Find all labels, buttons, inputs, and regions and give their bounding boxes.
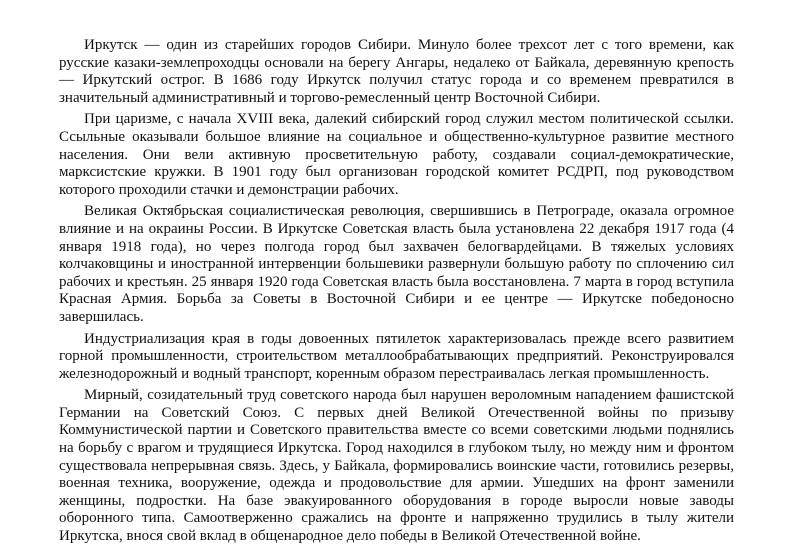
paragraph-3-revolution: Великая Октябрьская социалистическая революция, свершившись в Петрограде, оказала огромное влияние и на окраины России. В Иркутске Советская власть была установлена 22 декабря 1917 года (4 января 1918 года), но через полгода город был захвачен белогвардейцами. В тяжелых условиях колчаковщины и иностранной интервенции большевики развернули большую работу по сплочению сил рабочих и крестьян. 25 января 1920 года Советская власть была восстановлена. 7 марта в город вступила Красная Армия. Борьба за Советы в Восточной Сибири и ее центре — Иркутске победоносно завершилась. — [59, 203, 734, 325]
paragraph-5-war: Мирный, созидательный труд советского народа был нарушен вероломным нападением фашистской Германии на Советский Союз. С первых дней Великой Отечественной войны по призыву Коммунистической партии и Советского правительства вместе со всеми советскими людьми поднялись на борьбу с врагом и трудящиеся Иркутска. Город находился в глубоком тылу, но между ним и фронтом существовала непрерывная связь. Здесь, у Байкала, формировались воинские части, готовились резервы, военная техника, вооружение, одежда и продовольствие для армии. Ушедших на фронт заменили женщины, подростки. На базе эвакуированного оборудования в городе выросли новые заводы оборонного типа. Самоотверженно сражались на фронте и напряженно трудились в тылу жители Иркутска, внося свой вклад в общенародное дело победы в Великой Отечественной войне. — [59, 387, 734, 545]
paragraph-4-industrialization: Индустриализация края в годы довоенных пятилеток характеризовалась прежде всего развитием горной промышленности, строительством металлообрабатывающих предприятий. Реконструировался железнодорожный и водный транспорт, коренным образом перестраивалась легкая промышленность. — [59, 330, 734, 382]
document-page — [59, 37, 734, 550]
paragraph-1-founding: Иркутск — один из старейших городов Сибири. Минуло более трехсот лет с того времени, как русские казаки-землепроходцы основали на берегу Ангары, недалеко от Байкала, деревянную крепость — Иркутский острог. В 1686 году Иркутск получил статус города и со временем превратился в значительный административный и торгово-ремесленный центр Восточной Сибири. — [59, 37, 734, 106]
paragraph-2-exile: При царизме, с начала XVIII века, далекий сибирский город служил местом политической ссылки. Ссыльные оказывали большое влияние на социальное и общественно-культурное развитие местного населения. Они вели активную просветительную работу, создавали социал-демократические, марксистские кружки. В 1901 году был организован городской комитет РСДРП, под руководством которого проходили стачки и демонстрации рабочих. — [59, 111, 734, 198]
